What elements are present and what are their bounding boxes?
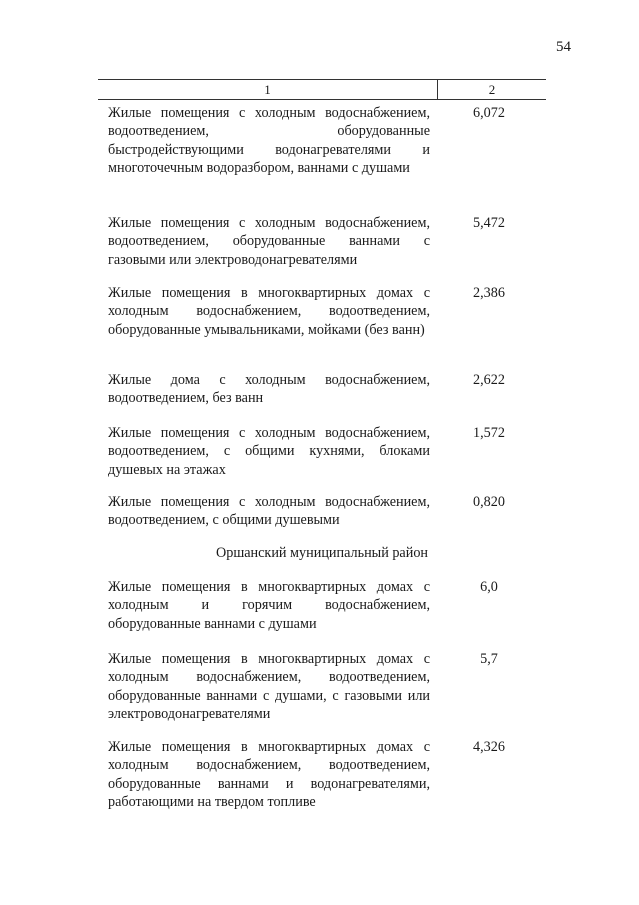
column-header-2: 2 — [488, 82, 496, 97]
row-description: Жилые помещения с холодным водоснабжением, водоотведением, оборудованные ваннами с газовыми или электроводонагревателями — [108, 215, 430, 268]
row-description: Жилые помещения в многоквартирных домах с холодным и горячим водоснабжением, оборудованные ваннами с душами — [108, 579, 430, 632]
table-row — [98, 493, 546, 530]
table-header-row — [98, 79, 546, 100]
row-value: 4,326 — [473, 739, 505, 755]
table-row — [98, 578, 546, 633]
table-row — [98, 284, 546, 339]
norms-table — [98, 79, 546, 810]
table-row — [98, 738, 546, 811]
row-description: Жилые помещения с холодным водоснабжением, водоотведением, оборудованные быстродействующими водонагревателями и многоточечным водоразбором, ваннами с душами — [108, 105, 430, 176]
table-row — [98, 424, 546, 479]
column-header-1: 1 — [98, 80, 438, 99]
table-row — [98, 650, 546, 723]
row-description: Жилые помещения в многоквартирных домах с холодным водоснабжением, водоотведением, оборудованные умывальниками, мойками (без ванн) — [108, 285, 430, 338]
row-description: Жилые дома с холодным водоснабжением, водоотведением, без ванн — [108, 372, 430, 407]
row-description: Жилые помещения в многоквартирных домах с холодным водоснабжением, водоотведением, оборудованные ваннами с душами, с газовыми или электроводонагревателями — [108, 651, 430, 722]
row-value: 2,622 — [473, 372, 505, 388]
row-value: 1,572 — [473, 425, 505, 441]
row-value: 5,472 — [473, 215, 505, 231]
section-title: Оршанский муниципальный район — [215, 545, 429, 561]
row-value: 5,7 — [480, 651, 498, 667]
row-description: Жилые помещения в многоквартирных домах с холодным водоснабжением, водоотведением, оборудованные ваннами и водонагревателями, работающими на твердом топливе — [108, 739, 430, 810]
table-row — [98, 104, 546, 177]
page-number: 54 — [556, 39, 571, 55]
table-row — [98, 214, 546, 269]
row-value: 6,072 — [473, 105, 505, 121]
row-value: 6,0 — [480, 579, 498, 595]
row-value: 0,820 — [473, 494, 505, 510]
row-description: Жилые помещения с холодным водоснабжением, водоотведением, с общими кухнями, блоками душевых на этажах — [108, 425, 430, 478]
row-value: 2,386 — [473, 285, 505, 301]
table-row — [98, 371, 546, 408]
row-description: Жилые помещения с холодным водоснабжением, водоотведением, с общими душевыми — [108, 494, 430, 529]
